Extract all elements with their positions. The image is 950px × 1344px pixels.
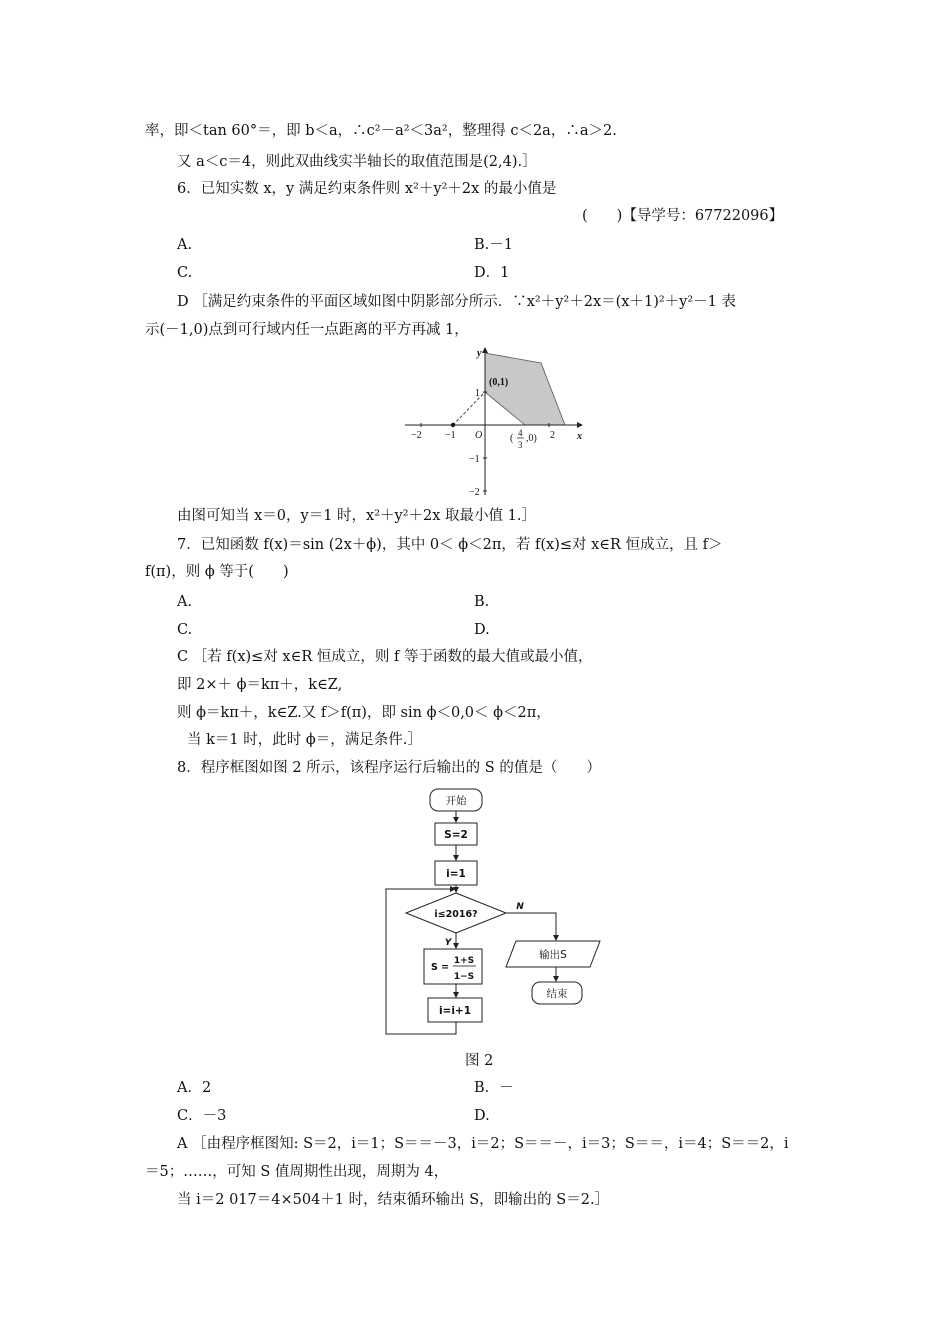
condition-label: i≤2016? <box>434 909 478 920</box>
x-point-label-end: ,0) <box>526 433 537 444</box>
x-tick-label: −2 <box>411 430 422 441</box>
question-7-cont: f(π)，则 ϕ 等于( ) <box>145 564 289 580</box>
option-c: C．－3 <box>177 1108 227 1124</box>
question-6-ref: ( )【导学号：67722096】 <box>582 208 784 224</box>
x-point-frac-den: 3 <box>518 440 523 450</box>
distance-line <box>453 392 485 425</box>
text-line: 率，即＜tan 60°＝，即 b＜a，∴c²－a²＜3a²，整理得 c＜2a，∴a＞2. <box>145 123 617 139</box>
shaded-region <box>485 353 565 425</box>
output-label: 输出S <box>539 949 567 961</box>
program-flowchart <box>380 785 610 1040</box>
option-a: A. <box>177 594 193 610</box>
option-b: B.－1 <box>474 237 513 253</box>
answer-6-line: 示(－1,0)点到可行域内任一点距离的平方再减 1， <box>145 322 469 338</box>
yes-label: Y <box>444 938 452 948</box>
option-b: B. <box>474 594 490 610</box>
answer-7-line: 当 k＝1 时，此时 ϕ＝，满足条件.］ <box>187 732 422 748</box>
answer-6-conclusion: 由图可知当 x＝0，y＝1 时，x²＋y²＋2x 取最小值 1.］ <box>177 508 536 524</box>
figure-caption: 图 2 <box>465 1053 494 1069</box>
option-c: C. <box>177 622 193 638</box>
question-8: 8．程序框图如图 2 所示，该程序运行后输出的 S 的值是（ ） <box>177 760 601 776</box>
answer-7-line: 即 2×＋ ϕ＝kπ＋，k∈Z, <box>177 677 343 693</box>
x-point-label: ( <box>510 433 514 444</box>
answer-8-line: 当 i＝2 017＝4×504＋1 时，结束循环输出 S，即输出的 S＝2.］ <box>177 1192 610 1208</box>
option-d: D. <box>474 1108 490 1124</box>
start-label: 开始 <box>445 795 467 807</box>
answer-8-line: A ［由程序框图知: S＝2，i＝1；S＝＝－3，i＝2；S＝＝－，i＝3；S＝＝，i＝4；S＝＝2，i <box>177 1136 789 1152</box>
init-i-label: i=1 <box>446 868 466 880</box>
init-s-label: S=2 <box>444 829 468 841</box>
text-line: 又 a＜c＝4，则此双曲线实半轴长的取值范围是(2,4).］ <box>177 154 537 170</box>
option-a: A. <box>177 237 193 253</box>
answer-6-line: D ［满足约束条件的平面区域如图中阴影部分所示．∵x²＋y²＋2x＝(x＋1)²＋y²－1 表 <box>177 294 736 310</box>
question-7: 7．已知函数 f(x)＝sin (2x＋ϕ)，其中 0＜ ϕ＜2π，若 f(x)≤对 x∈R 恒成立，且 f＞ <box>177 537 723 553</box>
origin-label: O <box>475 430 483 441</box>
end-label: 结束 <box>546 988 568 1000</box>
x-tick-label: 2 <box>550 430 555 441</box>
option-b: B．－ <box>474 1080 514 1096</box>
x-tick-label: −1 <box>445 430 456 441</box>
question-6: 6．已知实数 x，y 满足约束条件则 x²＋y²＋2x 的最小值是 <box>177 181 557 197</box>
y-axis-label: y <box>477 348 482 359</box>
x-point-frac-num: 4 <box>518 428 523 438</box>
answer-7-line: C ［若 f(x)≤对 x∈R 恒成立，则 f 等于函数的最大值或最小值， <box>177 649 593 665</box>
assign-numerator: 1+S <box>453 956 475 966</box>
assign-lhs: S = <box>430 962 450 973</box>
point-label: (0,1) <box>489 377 509 388</box>
feasible-region-graph <box>405 345 585 500</box>
assign-denominator: 1−S <box>453 972 475 982</box>
y-tick-label: 1 <box>475 388 480 399</box>
option-d: D．1 <box>474 265 510 281</box>
answer-8-line: ＝5；……，可知 S 值周期性出现，周期为 4， <box>145 1164 449 1180</box>
no-label: N <box>516 902 524 912</box>
y-tick-label: −2 <box>469 487 480 498</box>
option-d: D. <box>474 622 490 638</box>
y-tick-label: −1 <box>469 454 480 465</box>
answer-7-line: 则 ϕ＝kπ＋，k∈Z.又 f＞f(π)，即 sin ϕ＜0,0＜ ϕ＜2π， <box>177 705 551 721</box>
option-a: A．2 <box>177 1080 212 1096</box>
x-axis-label: x <box>577 431 582 442</box>
increment-label: i=i+1 <box>438 1005 472 1017</box>
option-c: C. <box>177 265 193 281</box>
